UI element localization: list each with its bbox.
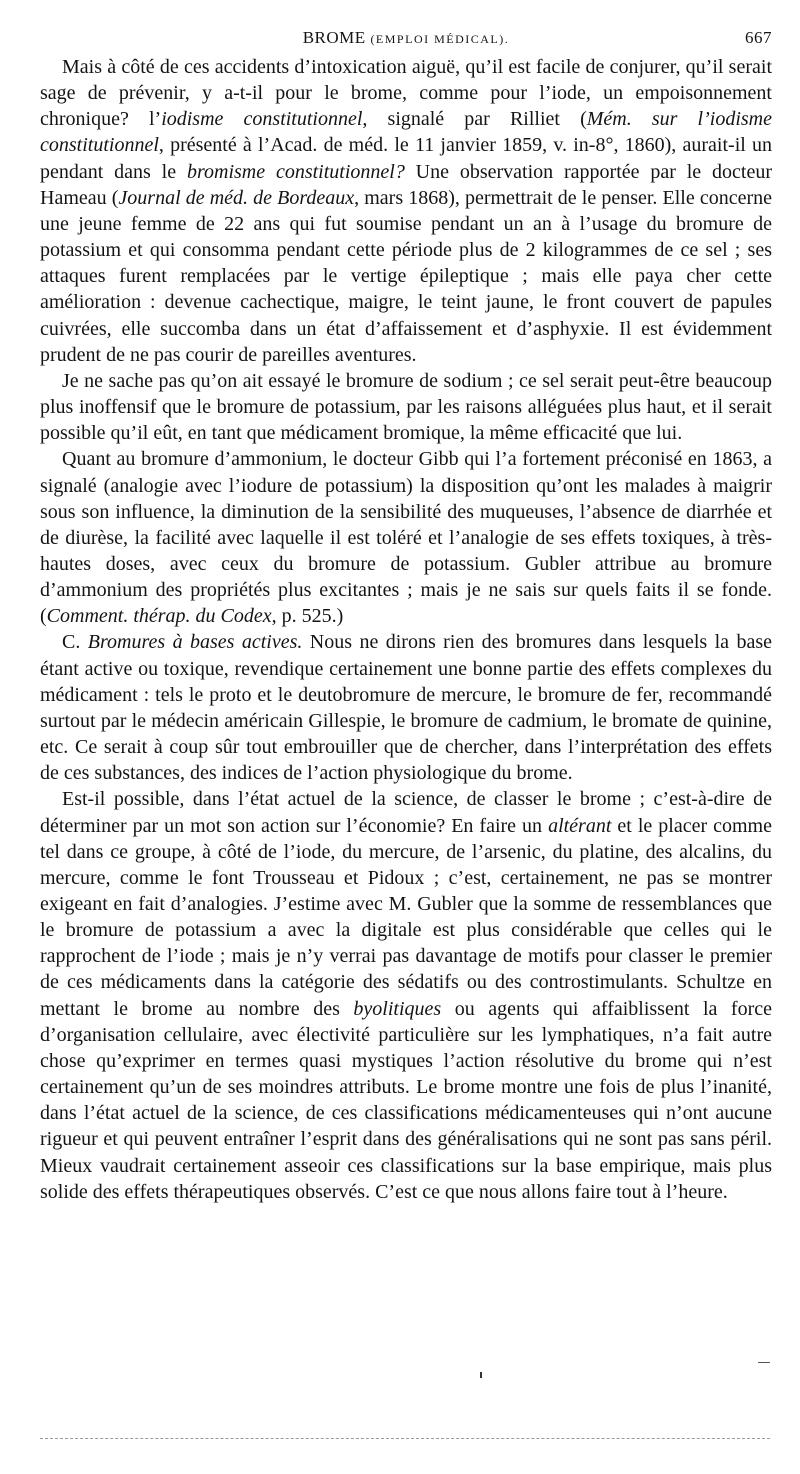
- page-number: 667: [745, 28, 772, 47]
- text-run: , signalé par Rilliet (: [362, 108, 587, 131]
- italic-run: byolitiques: [353, 997, 442, 1020]
- paragraph: [40, 54, 772, 368]
- running-title-sub: (EMPLOI MÉDICAL).: [370, 32, 510, 46]
- text-run: Nous ne dirons rien des bromures dans lesquels la base étant active ou toxique, revendique certainement une bonne partie des effets complexes du médicament : tels le proto et le deutobromure de mercure, le bromure de fer, recommandé surtout par le médecin américain Gillespie, le bromure de cadmium, le bromate de quinine, etc. Ce serait à coup sûr tout embrouiller que de chercher, dans l’interprétation des effets de ces substances, des indices de l’action physiologique du brome.: [40, 631, 773, 785]
- running-title-main: BROME: [302, 28, 366, 47]
- running-head: [40, 28, 772, 54]
- italic-run: iodisme constitutionnel: [161, 108, 363, 131]
- italic-run: bromisme constitutionnel?: [186, 160, 405, 183]
- text-run: Quant au bromure d’ammonium, le docteur Gibb qui l’a fortement préconisé en 1863, a signalé (analogie avec l’iodure de potassium) la disposition qu’ont les malades à maigrir sous son influence, la diminution de la sensibilité des muqueuses, l’absence de diarrhée et de diurèse, la facilité avec laquelle il est toléré et l’analogie de ses effets toxiques, à très-hautes doses, avec ceux du bromure de potassium. Gubler attribue au bromure d’ammonium des propriétés plus excitantes ; mais je ne sais sur quels faits il se fonde. (: [40, 448, 772, 628]
- italic-run: Bromures à bases actives.: [87, 631, 303, 654]
- book-page: [40, 28, 772, 1205]
- text-run: , présenté à l’Acad. de méd. le 11 janvier 1859, v. in-8°, 1860), aurait-il un pendant dans le: [40, 134, 772, 183]
- footer-mark: [480, 1372, 482, 1378]
- italic-run: Journal de méd. de Bordeaux: [118, 186, 355, 209]
- text-run: ou agents qui affaiblissent la force d’organisation cellulaire, avec électivité particulière sur les lymphatiques, n’a fait autre chose qu’exprimer en termes quasi mystiques l’action résolutive du brome qui n’est certainement qu’un de ses moindres attributs. Le brome montre une fois de plus l’inanité, dans l’état actuel de la science, de ces classifications médicamenteuses qui n’ont aucune rigueur et qui peuvent entraîner l’esprit dans des généralisations qui ne sont pas sans péril. Mieux vaudrait certainement asseoir ces classifications sur la base empirique, mais plus solide des effets thérapeutiques observés. C’est ce que nous allons faire tout à l’heure.: [40, 997, 773, 1203]
- text-run: Est-il possible, dans l’état actuel de la science, de classer le brome ; c’est-à-dire de déterminer par un mot son action sur l’économie? En faire un: [40, 788, 772, 837]
- body-text: [40, 54, 772, 1205]
- running-title: [40, 28, 772, 48]
- italic-run: Comment. thérap. du Codex: [46, 605, 272, 628]
- text-run: Mais à côté de ces accidents d’intoxication aiguë, qu’il est facile de conjurer, qu’il serait sage de prévenir, y a-t-il pour le brome, comme pour l’iode, un empoisonnement chronique? l’: [40, 56, 772, 131]
- paragraph: [40, 629, 772, 786]
- italic-run: Mém. sur l’iodisme constitutionnel: [40, 108, 772, 157]
- scan-artifact-line: [40, 1438, 770, 1439]
- text-run: C.: [62, 631, 88, 654]
- text-run: Je ne sache pas qu’on ait essayé le bromure de sodium ; ce sel serait peut-être beaucoup plus inoffensif que le bromure de potassium, par les raisons alléguées plus haut, et il serait possible qu’il eût, en tant que médicament bromique, la même efficacité que lui.: [40, 369, 772, 445]
- text-run: et le placer comme tel dans ce groupe, à côté de l’iode, du mercure, de l’arsenic, du platine, des alcalins, du mercure, comme le font Trousseau et Pidoux ; c’est, certainement, ne pas se montrer exigeant en fait d’analogies. J’estime avec M. Gubler que la somme de ressemblances que le bromure de potassium a avec la digitale est plus considérable que celles qui le rapprochent de l’iode ; mais je n’y verrai pas davantage de motifs pour classer le premier de ces médicaments dans la catégorie des sédatifs ou des controstimulants. Schultze en mettant le brome au nombre des: [40, 814, 772, 1020]
- footer-dash: [758, 1362, 770, 1363]
- paragraph: [40, 368, 772, 446]
- paragraph: [40, 786, 772, 1205]
- text-run: , p. 525.): [271, 605, 344, 628]
- text-run: , mars 1868), permettrait de le penser. Elle concerne une jeune femme de 22 ans qui fut soumise pendant un an à l’usage du bromure de potassium et qui consomma pendant cette période plus de 2 kilogrammes de ce sel ; ses attaques furent remplacées par le vertige épileptique ; mais elle paya cher cette amélioration : devenue cachectique, maigre, le teint jaune, le front couvert de papules cuivrées, elle succomba dans un état d’affaissement et d’asphyxie. Il est évidemment prudent de ne pas courir de pareilles aventures.: [40, 186, 772, 366]
- text-run: Une observation rapportée par le docteur Hameau (: [40, 160, 772, 209]
- italic-run: altérant: [548, 814, 612, 837]
- paragraph: [40, 446, 772, 629]
